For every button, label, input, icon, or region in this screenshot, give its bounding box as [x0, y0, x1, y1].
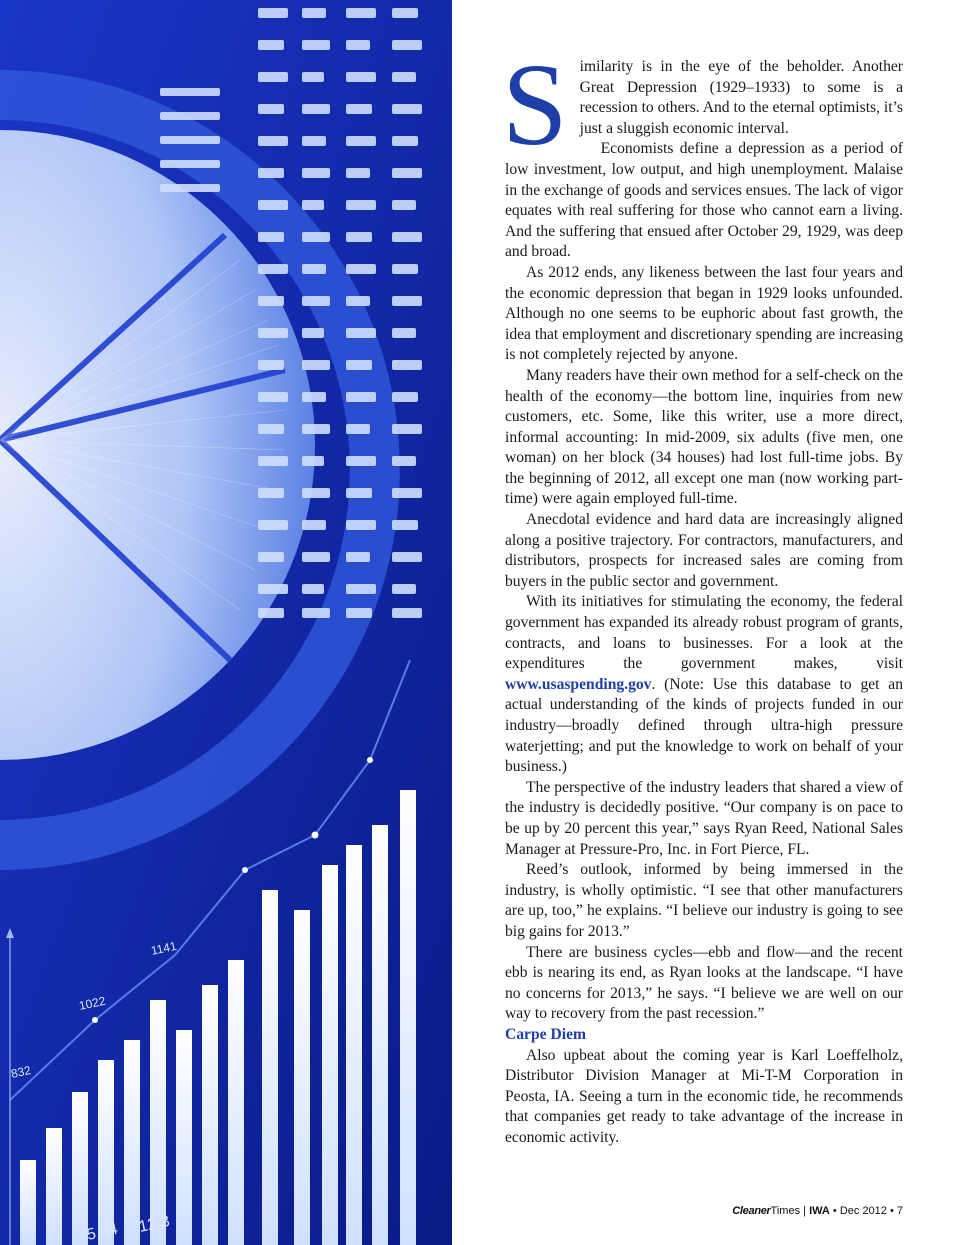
- footer-date-page: • Dec 2012 • 7: [832, 1205, 903, 1217]
- label-5-64: 5.64: [85, 1220, 120, 1244]
- paragraph-2: Economists define a depression as a period of low investment, low output, and high unemployment. Malaise in the exchange of goods and services ensues. The lack of vigor equates with real suffering for those who cannot earn a living. And the suffering that ensued after October 29, 1929, was deep and broad.: [505, 140, 903, 261]
- paragraph-4: Many readers have their own method for a self-check on the health of the economy—the bottom line, inquiries from new customers, etc. Some, like this writer, use a more direct, informal accounting: In mid-2009, six adults (five men, one woman) on her block (34 houses) had lost full-time jobs. By the beginning of 2012, all except one man (now working part-time) were again employed full-time.: [505, 366, 903, 508]
- label-12-3: 12.3: [137, 1212, 172, 1236]
- subhead-carpe-diem: Carpe Diem: [505, 1025, 586, 1043]
- page-footer: [732, 1205, 903, 1217]
- label-1022: 1022: [77, 993, 107, 1013]
- paragraph-7: The perspective of the industry leaders that shared a view of the industry is decidedly positive. “Our company is on pace to be up by 20 percent this year,” says Ryan Reed, National Sales Manager at Pressure-Pro, Inc. in Fort Pierce, FL.: [505, 778, 903, 858]
- label-832: 832: [9, 1063, 33, 1081]
- financial-data-collage-icon: [0, 0, 452, 1245]
- article-body: [502, 39, 903, 1148]
- financial-data-collage: [0, 0, 452, 1245]
- paragraph-9: There are business cycles—ebb and flow—and the recent ebb is nearing its end, as Ryan looks at the landscape. “I have no concerns for 2013,” he says. “I believe we are well on our way to recovery from the past recession.”: [505, 943, 903, 1023]
- footer-magazine: IWA: [809, 1205, 830, 1217]
- paragraph-1: Similarity is in the eye of the beholder. Another Great Depression (1929–1933) to some is a recession to others. And to the eternal optimists, it’s just a sluggish economic interval.: [502, 39, 903, 170]
- usaspending-link[interactable]: www.usaspending.gov: [505, 675, 652, 693]
- drop-cap: S: [502, 39, 568, 170]
- label-1141: 1141: [149, 938, 178, 958]
- paragraph-10: Also upbeat about the coming year is Karl Loeffelholz, Distributor Division Manager at Mi-T-M Corporation in Peosta, IA. Seeing a turn in the economic tide, he recommends that companies get ready to take advantage of the increase in economic activity.: [505, 1046, 903, 1146]
- paragraph-6: With its initiatives for stimulating the economy, the federal government has expanded its already robust program of grants, contracts, and loans to businesses. For a look at the expenditures the government makes, visit www.usaspending.gov. (Note: Use this database to get an actual understanding of the kinds of projects funded in our industry—broadly defined through ultra-high pressure waterjetting; and put the knowledge to work on behalf of your business.): [505, 593, 903, 776]
- paragraph-5: Anecdotal evidence and hard data are increasingly aligned along a positive trajectory. For contractors, manufacturers, and distributors, prospects for increased sales are coming from buyers in the public sector and government.: [505, 511, 903, 590]
- footer-brand-rest: Times: [770, 1205, 801, 1217]
- footer-separator: |: [803, 1205, 807, 1217]
- footer-brand: Cleaner: [732, 1205, 771, 1217]
- paragraph-8: Reed’s outlook, informed by being immersed in the industry, is wholly optimistic. “I see that other manufacturers are up, too,” he explains. “I believe our industry is going to see big gains for 2013.”: [505, 861, 903, 940]
- paragraph-3: As 2012 ends, any likeness between the last four years and the economic depression that began in 1929 looks unfounded. Although no one seems to be euphoric about fast growth, the idea that employment and discretionary spending are increasing is not completely rejected by anyone.: [505, 263, 903, 364]
